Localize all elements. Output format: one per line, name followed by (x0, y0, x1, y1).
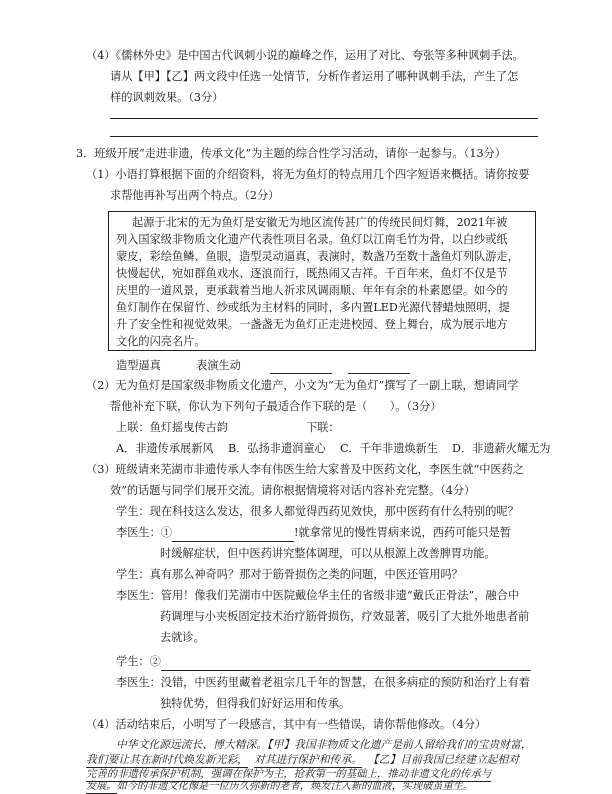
dialog-doctor-3b: 独特优势，但得我们好好运用和传承。 (160, 697, 351, 710)
dialog-doctor-2b: 药调理与小夹板固定技术治疗筋骨损伤，疗效显著，吸引了大批外地患者前 (160, 610, 530, 623)
material-line-6: 鱼灯制作在保留竹、纱或纸为主材料的同时，多内置LED光源代替蜡烛照明，提 (116, 301, 510, 314)
essay-line-1: 中华文化源远流长、博大精深。【甲】我国非物质文化遗产是前人留给我们的宝贵财富， (116, 738, 532, 751)
dialog-doctor-1b: 时缓解症状，但中医药讲究整体调理，可以从根源上改善脾胃功能。 (160, 547, 496, 560)
option-d[interactable]: D．非遗薪火耀无为 (452, 442, 551, 455)
q3-3-line1: （3）班级请来芜湖市非遗传承人李有伟医生给大家普及中医药文化，李医生就“中医药之 (86, 463, 524, 476)
material-line-5: 庆里的一道风景，更承载着当地人祈求风调雨顺、年年有余的朴素愿望。如今的 (116, 284, 508, 297)
material-line-8: 文化的闪亮名片。 (116, 335, 206, 348)
q3-title: 3．班级开展“走进非遗，传承文化”为主题的综合性学习活动，请你一起参与。（13分） (76, 147, 506, 160)
material-line-1: 起源于北宋的无为鱼灯是安徽无为地区流传甚广的传统民间灯舞，2021年被 (132, 216, 508, 229)
answer-line-2[interactable] (110, 136, 538, 137)
blank-2[interactable] (161, 656, 531, 671)
material-line-2: 列入国家级非物质文化遗产代表性项目名录。鱼灯以江南毛竹为骨，以白纱或纸 (116, 233, 508, 246)
trait-blank-2[interactable] (348, 373, 410, 374)
q3-2-line1: （2）无为鱼灯是国家级非物质文化遗产，小文为“无为鱼灯”撰写了一副上联，想请同学 (86, 379, 519, 392)
q4-line3: 样的讽刺效果。（3分） (110, 91, 224, 104)
answer-line-1[interactable] (110, 118, 538, 119)
trait-blank-1[interactable] (270, 373, 332, 374)
dialog-doctor-2c: 去就诊。 (160, 631, 205, 644)
essay-line-4: 发展。如今的非遗文化像是一位历久弥新的老者，焕发注入新的血液，实现破茧重生。 (86, 781, 474, 792)
q3-4-line1: （4）活动结束后，小明写了一段感言，其中有一些错误，请你帮他修改。（4分） (86, 718, 487, 731)
option-b[interactable]: B．弘扬非遗润童心 (228, 442, 326, 455)
blank-1[interactable] (172, 527, 294, 542)
dialog-student-1: 学生：现在科技这么发达，很多人都觉得西药见效快，那中医药有什么特别的呢？ (116, 505, 519, 518)
q4-line2: 请从【甲】【乙】两文段中任选一处情节，分析作者运用了哪种讽刺手法，产生了怎 (110, 70, 519, 83)
given-trait-2: 表演生动 (196, 359, 241, 372)
dialog-student-2: 学生：真有那么神奇吗？那对于筋骨损伤之类的问题，中医还管用吗？ (116, 568, 463, 581)
option-c[interactable]: C．千年非遗焕新生 (340, 442, 439, 455)
given-trait-1: 造型逼真 (116, 359, 161, 372)
dialog-doctor-1: 李医生：① !就拿常见的慢性胃病来说，西药可能只是暂 (116, 525, 511, 542)
essay-line-3: 完善的非遗传承保护机制，强调在保护为主，抢救第一的基础上，推动非遗文化的传承与 (86, 768, 492, 780)
material-line-3: 蒙皮，彩绘鱼鳞、鱼眼，造型灵动逼真，表演时，数盏乃至数十盏鱼灯列队游走， (116, 250, 519, 263)
material-line-4: 快慢起伏，宛如群鱼戏水、逐浪而行，既热闹又吉祥。千百年来，鱼灯不仅是节 (116, 267, 508, 280)
dialog-doctor-2a: 李医生：管用！像我们芜湖市中医院戴俭华主任的省级非遗“戴氏正骨法”，融合中 (116, 589, 520, 602)
q4-line1: （4）《儒林外史》是中国古代讽刺小说的巅峰之作，运用了对比、夸张等多种讽刺手法。 (86, 49, 524, 62)
q3-2-line2: 帮他补充下联，你认为下列句子最适合作下联的是（ ）。（3分） (110, 400, 442, 413)
dialog-doctor-3a: 李医生：没错，中医药里藏着老祖宗几千年的智慧，在很多病症的预防和治疗上有着 (116, 676, 530, 689)
q3-1-line2: 求帮他再补写出两个特点。（2分） (110, 189, 280, 202)
essay-line-2: 我们要让其在新时代焕发新光彩， 对其进行保护和传承。 【乙】目前我国已经建立起相对 (86, 753, 520, 766)
couplet-down: 下联： (306, 421, 340, 434)
q3-3-line2: 效”的话题与同学们展开交流。请你根据情境将对话内容补充完整。（4分） (110, 484, 476, 497)
q3-1-line1: （1）小语打算根据下面的介绍资料，将无为鱼灯的特点用几个四字短语来概括。请你按要 (86, 168, 530, 181)
dialog-student-3: 学生：② (116, 654, 531, 671)
material-line-7: 升了安全性和视觉效果。一盏盏无为鱼灯正走进校园、登上舞台，成为展示地方 (116, 318, 508, 331)
couplet-up: 上联：鱼灯摇曳传古韵 (116, 421, 228, 434)
option-a[interactable]: A．非遗传承展新风 (116, 442, 214, 455)
